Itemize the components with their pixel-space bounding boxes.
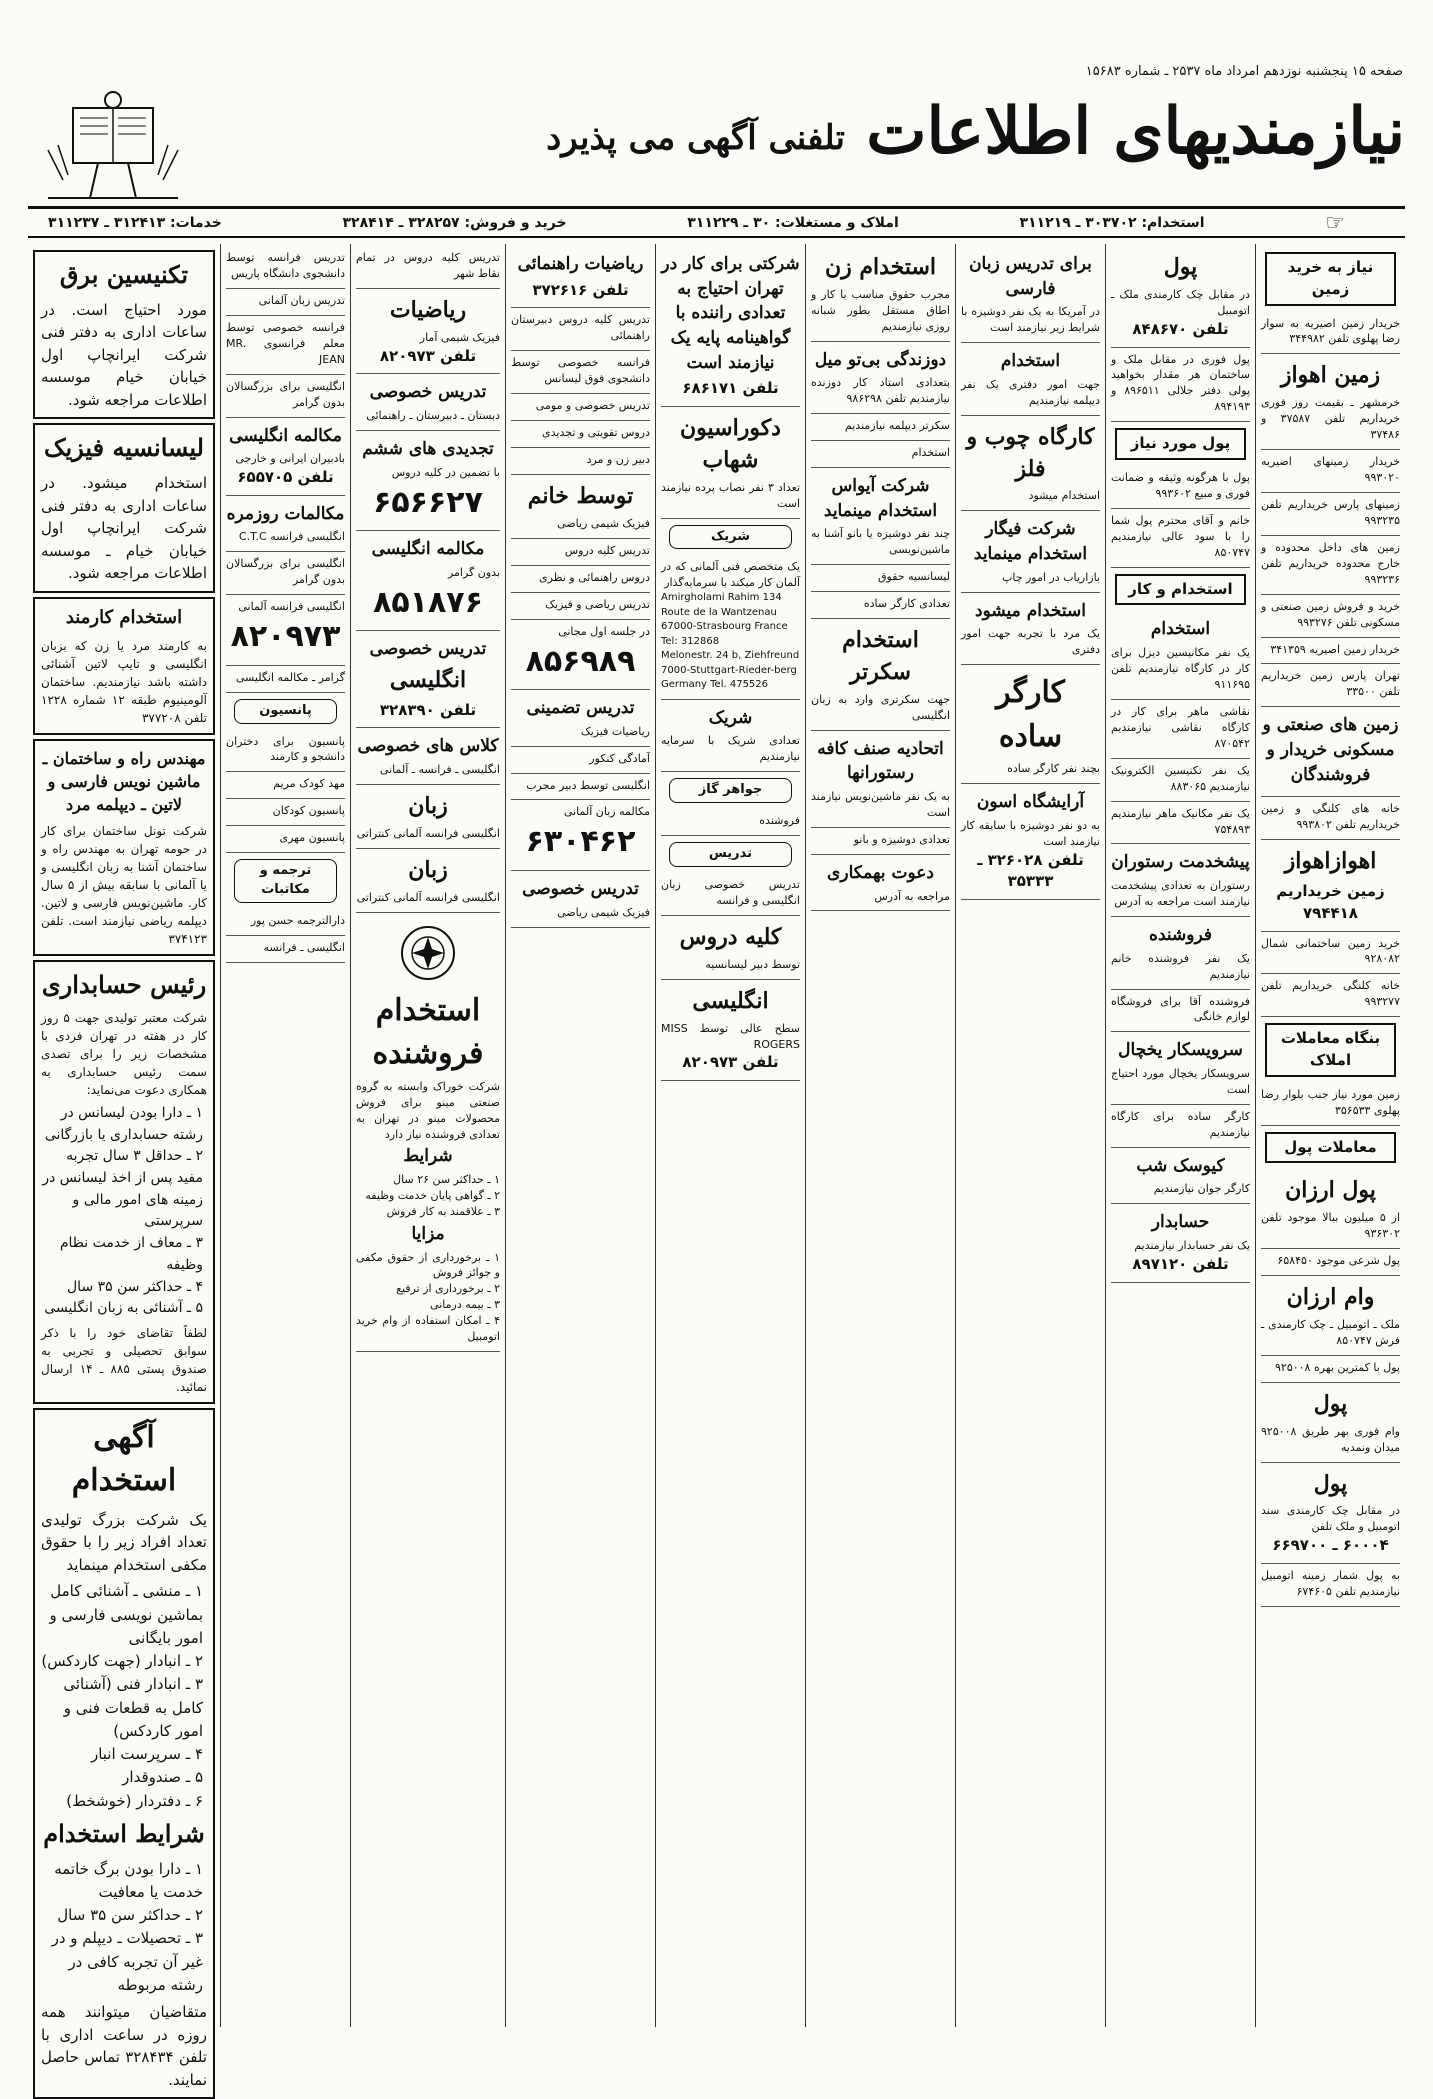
classified-ad: انگلیسی ـ فرانسه	[226, 936, 345, 963]
classified-ad: دبیر زن و مرد	[511, 448, 650, 475]
phone-directory-bar	[28, 210, 1405, 238]
ad-heading: دعوت بهمکاری	[827, 862, 934, 883]
classified-ad: آمادگی کنکور	[511, 747, 650, 774]
ad-condition: ۱ ـ حداکثر سن ۲۶ سال	[393, 1173, 500, 1187]
ad-body: یک شرکت بزرگ تولیدی تعداد افراد زیر را با حقوق مکفی استخدام مینماید	[41, 1510, 207, 1574]
classified-ad: تدریس کلیه دروس در تمام نقاط شهر	[356, 246, 500, 289]
classified-ad: پانسیون کودکان	[226, 799, 345, 826]
ad-heading: انگلیسی	[389, 666, 467, 693]
ad-phone: تلفن ۸۲۰۹۷۳	[682, 1053, 779, 1072]
ad-body: یک نفر حسابدار نیازمندیم	[1134, 1238, 1250, 1252]
ad-heading: ریاضیات	[389, 296, 467, 323]
ad-body: استخدام میشود. در ساعات اداری به دفتر فنی شرکت ایرانچاپ اول خیابان خیام ـ موسسه اطلاعات مراجعه شود.	[41, 474, 207, 583]
classified-ad	[961, 784, 1100, 900]
ad-benefit: ۱ ـ برخورداری از حقوق مکفی و جوائز فروش	[356, 1250, 500, 1280]
classified-ad	[356, 289, 500, 375]
list-item: ۵ ـ آشنائی به زبان انگلیسی	[44, 1300, 203, 1317]
classified-ad: پانسیون برای دختران دانشجو و کارمند	[226, 730, 345, 773]
ad-body: یک نفر فروشنده خانم نیازمندیم	[1111, 951, 1250, 981]
ad-body: ملک ـ اتومبیل ـ چک کارمندی ـ فرش ۸۵۰۷۴۷	[1261, 1317, 1400, 1347]
classified-ad: دروس تقویتی و تجدیدی	[511, 421, 650, 448]
classified-ad: پول با کمترین بهره ۹۲۵۰۰۸	[1261, 1356, 1400, 1383]
section-label-translation: ترجمه و مکاتبات	[234, 859, 337, 903]
classified-ad	[1111, 1204, 1250, 1282]
ad-heading: پول	[1163, 254, 1198, 280]
ad-heading: رئیس حسابداری	[41, 970, 207, 1000]
section-label-buy-land: نیاز به خرید زمین	[1265, 252, 1396, 306]
classified-ad	[226, 418, 345, 496]
list-item: ۱ ـ دارا بودن لیسانس در رشته حسابداری یا بازرگانی	[44, 1105, 203, 1143]
ad-body: توسط دبیر لیسانسیه	[705, 957, 800, 971]
ad-body: تعداد ۳ نفر نصاب پرده نیازمند است	[661, 480, 801, 510]
classified-ad	[1111, 246, 1250, 348]
ad-heading: آگهی استخدام	[71, 1419, 177, 1499]
ad-body: شرکت خوراک وابسته به گروه صنعتی مینو برای فروش محصولات مینو در تهران به تعدادی فروشنده نیاز دارد	[356, 1079, 500, 1141]
ad-body: در مقابل چک کارمندی سند اتومبیل و ملک تلفن	[1261, 1504, 1400, 1534]
ad-heading: شرکتی برای کار در تهران احتیاج به تعدادی راننده با گواهینامه پایه یک نیازمند است	[661, 254, 800, 373]
ad-heading: استخدام کارمند	[65, 606, 183, 628]
ad-body: بتعدادی استاد کار دوزنده نیازمندیم تلفن ۹۸۶۲۹۸	[811, 376, 950, 406]
ad-body: از ۵ میلیون ببالا موجود تلفن ۹۳۶۳۰۲	[1261, 1211, 1400, 1241]
ad-body: کارگر جوان نیازمندیم	[1153, 1182, 1250, 1196]
page-date-issue: صفحه ۱۵ پنجشنبه نوزدهم امرداد ماه ۲۵۳۷ ـ شماره ۱۵۶۸۳	[1085, 63, 1403, 79]
ad-heading: تدریس خصوصی	[522, 878, 639, 899]
ad-body: سطح عالی توسط MISS ROGERS	[661, 1021, 800, 1051]
ad-heading: اهوازاهواز	[1284, 848, 1377, 875]
section-label-pansion: پانسیون	[234, 699, 337, 724]
classified-ad: انگلیسی توسط دبیر مجرب	[511, 774, 650, 801]
ad-heading: شریک	[708, 707, 753, 728]
ad-body: به دو نفر دوشیزه با سابقه کار نیازمند است	[961, 818, 1100, 848]
ad-heading: تجدیدی های ششم	[362, 439, 494, 460]
ad-positions-list	[41, 1580, 207, 1813]
ad-body: بچند نفر کارگر ساده	[1007, 762, 1100, 776]
ad-heading: سرویسکار یخچال	[1118, 1040, 1243, 1061]
section-label-jobs: استخدام و کار	[1115, 574, 1246, 606]
column-6	[505, 244, 655, 2027]
ad-phone: تلفن ۳۷۲۶۱۶	[532, 280, 629, 299]
ad-heading: ریاضیات راهنمائی	[517, 254, 644, 274]
classified-ad: سکرتر دیپلمه نیازمندیم	[811, 414, 950, 441]
classified-ad	[961, 511, 1100, 592]
ad-heading: پول ارزان	[1285, 1177, 1376, 1204]
ad-phone: تلفن ۸۲۰۹۷۳	[379, 346, 477, 365]
ad-body: مجرب حقوق مناسب با کار و اطاق مستقل بطور شبانه روزی نیازمندیم	[811, 287, 950, 333]
ad-body: دبستان ـ دبیرستان ـ راهنمائی	[366, 409, 500, 423]
ad-phone: تلفن ۶۸۶۱۷۱	[682, 379, 779, 398]
classified-ad: یک نفر تکنیسین الکترونیک نیازمندیم ۸۸۳۰۶۵	[1111, 759, 1250, 802]
classified-ad: دروس راهنمائی و نظری	[511, 566, 650, 593]
ad-body: یک مرد با تجربه جهت امور دفتری	[961, 627, 1100, 657]
ad-body: فیزیک شیمی آمار	[419, 330, 500, 344]
classified-ad: خریدار زمین اصیریه ۳۴۱۳۵۹	[1261, 638, 1400, 665]
ad-phone: ۸۵۶۹۸۹	[525, 643, 636, 679]
classified-ad	[356, 374, 500, 431]
ad-heading: کارگاه چوب و فلز	[966, 423, 1095, 482]
classified-ad	[226, 496, 345, 553]
ad-heading: آرایشگاه اسون	[976, 792, 1085, 813]
ad-body: رستوران به تعدادی پیشخدمت نیازمند است مراجعه به آدرس	[1111, 879, 1250, 909]
classified-ad	[356, 431, 500, 531]
ad-engineer-typist	[33, 739, 215, 957]
classified-ad: یک نفر مکانیک ماهر نیازمندیم ۷۵۴۸۹۳	[1111, 802, 1250, 845]
ad-heading: کلاس های خصوصی	[357, 736, 499, 757]
classified-ad: لیسانسیه حقوق	[811, 565, 950, 592]
ad-body: مکالمه زبان آلمانی	[563, 805, 650, 819]
ad-body: یک متخصص فنی آلمانی که در آلمان کار میکند با سرمایه‌گذار	[661, 560, 800, 590]
section-label-agency: بنگاه معاملات املاک	[1265, 1023, 1396, 1077]
ad-phone: ۸۵۱۸۷۶	[373, 584, 483, 620]
classified-ad: تدریس فرانسه توسط دانشجوی دانشگاه پاریس	[226, 246, 345, 289]
list-item: ۵ ـ صندوقدار	[122, 1768, 203, 1787]
classified-ad	[811, 855, 950, 912]
classified-ad	[661, 407, 800, 519]
ad-heading: دوزندگی بی‌تو میل	[814, 349, 947, 370]
classified-ad: پول فوری در مقابل ملک و ساختمان هر مقدار بخواهید پولی دفتر جلالی ۸۹۶۵۱۱ و ۸۹۴۱۹۳	[1111, 348, 1250, 423]
classified-ad: انگلیسی برای بزرگسالان بدون گرامر	[226, 375, 345, 418]
classified-ad	[661, 916, 800, 980]
classified-ad: پول با هرگونه وثیقه و ضمانت فوری و مبیع ۹۹۳۶۰۲	[1111, 466, 1250, 509]
ad-heading: تدریس تضمینی	[526, 698, 635, 719]
ad-phone: ۶۰۰۰۴ ـ ۶۶۹۷۰۰	[1272, 1536, 1389, 1555]
ad-body: در مقابل چک کارمندی ملک ـ اتومبیل	[1111, 287, 1250, 317]
classified-ad: تدریس کلیه دروس	[511, 539, 650, 566]
classified-ad: استخدام	[811, 441, 950, 468]
classified-ad	[661, 555, 800, 699]
ad-condition: ۳ ـ علاقمند به کار فروش	[386, 1204, 500, 1218]
phone-realestate: املاک و مستغلات: ۳۰ ـ ۳۱۱۲۲۹	[687, 215, 899, 231]
ad-heading: پول	[1313, 1390, 1348, 1417]
classified-ad: خانه های کلنگی و زمین خریداریم تلفن ۹۹۳۸۰۲	[1261, 797, 1400, 840]
column-7	[350, 244, 505, 2027]
ad-heading: استخدام سکرتر	[842, 627, 919, 686]
ad-phone: زمین خریداریم ۷۹۴۴۱۸	[1276, 882, 1385, 922]
ad-heading: اتحادیه صنف کافه رستورانها	[817, 738, 944, 784]
classified-ad: خریدار زمینهای اصیریه ۹۹۳۰۲۰	[1261, 450, 1400, 493]
masthead-title: نیازمندیهای اطلاعات	[866, 94, 1405, 169]
ad-requirements-list	[41, 1103, 207, 1320]
ad-heading: مکالمه انگلیسی	[371, 539, 485, 560]
ad-heading: تدریس خصوصی	[369, 639, 487, 660]
ad-employment-notice	[33, 1408, 215, 2099]
ad-body: بادبیران ایرانی و خارجی	[235, 452, 345, 466]
classified-ad	[511, 475, 650, 539]
company-emblem-icon	[398, 923, 458, 983]
classified-ad	[356, 785, 500, 849]
classified-ad	[356, 849, 500, 913]
ad-phone: ۸۲۰۹۷۳	[230, 619, 341, 655]
ad-body: انگلیسی فرانسه آلمانی کنتراتی	[356, 826, 500, 840]
ad-heading: استخدام زن	[824, 254, 937, 280]
classified-ad	[661, 980, 800, 1082]
classified-ad	[661, 246, 800, 407]
ad-heading: مهندس راه و ساختمان ـ ماشین نویس فارسی و لاتین ـ دیپلمه مرد	[42, 748, 206, 815]
ad-body: جهت سکرتری وارد به زبان انگلیسی	[811, 692, 950, 722]
section-label-lesson: تدریس	[669, 842, 792, 867]
section-label-jewelry: جواهر گاز	[669, 778, 792, 803]
classified-ad	[1111, 844, 1250, 917]
ad-address: Melonestr. 24 b, Ziehfreund 7000-Stuttgart-Rieder-berg Germany Tel. 475526	[661, 650, 800, 691]
ad-body: به کارمند مرد یا زن که بزبان انگلیسی و تایپ لاتین آشنائی داشته باشد نیازمندیم. ساختمان آلومینیوم طبقه ۱۲ شماره ۱۲۲۸ تلفن ۳۷۷۲۰۸	[41, 638, 207, 725]
ad-heading: کیوسک شب	[1136, 1155, 1225, 1176]
ad-chief-accountant	[33, 960, 215, 1404]
list-item: ۲ ـ حداقل ۳ سال تجربه مفید پس از اخذ لیسانس در زمینه های امور مالی و سرپرستی	[42, 1148, 203, 1230]
classified-ad	[1261, 1463, 1400, 1565]
classified-ad	[226, 595, 345, 665]
ad-body: سرویسکار یخچال مورد احتیاج است	[1111, 1067, 1250, 1096]
classified-ad	[1261, 1169, 1400, 1249]
ad-heading: مکالمات روزمره	[226, 503, 345, 524]
ad-heading: زمین اهواز	[1280, 362, 1381, 389]
classified-ad: فروشنده	[661, 809, 800, 836]
classified-ad	[811, 342, 950, 415]
ad-heading: شرکت فیگار استخدام مینماید	[973, 519, 1088, 565]
ad-body: خرمشهر ـ بقیمت روز فوری خریداریم تلفن ۳۷۵۸۷ و ۳۷۴۸۶	[1261, 396, 1401, 442]
ad-subheading: شرایط استخدام	[43, 1818, 205, 1848]
classified-ad	[511, 246, 650, 308]
ad-body: بدون گرامر	[447, 565, 500, 579]
masthead	[28, 88, 1405, 209]
ad-heading: زبان	[408, 793, 448, 820]
ad-heading: کلیه دروس	[679, 923, 782, 950]
classified-ad	[961, 665, 1100, 784]
ad-body: در جلسه اول مجانی	[558, 624, 650, 638]
classified-ad	[961, 343, 1100, 416]
classified-ad	[961, 593, 1100, 666]
classified-ad	[511, 800, 650, 870]
classified-ad: خرید و فروش زمین صنعتی و مسکونی تلفن ۹۹۳۲۷۶	[1261, 595, 1400, 638]
list-item: ۴ ـ سرپرست انبار	[90, 1745, 203, 1764]
list-item: ۲ ـ انبادار (جهت کاردکس)	[41, 1652, 203, 1671]
ad-body: در آمریکا به یک نفر دوشیزه با شرایط زیر نیازمند است	[961, 305, 1100, 335]
classified-ad	[1111, 611, 1250, 699]
classified-ad: فرانسه خصوصی توسط دانشجوی فوق لیسانس	[511, 351, 650, 394]
ad-body: به یک نفر ماشین‌نویس نیازمند است	[811, 790, 950, 819]
classified-ad: به پول شمار زمینه اتومبیل نیازمندیم تلفن ۶۷۴۶۰۵	[1261, 1564, 1400, 1607]
classified-ad: فرانسه خصوصی توسط معلم فرانسوی MR. JEAN	[226, 316, 345, 375]
classified-ad: انگلیسی برای بزرگسالان بدون گرامر	[226, 552, 345, 595]
ad-heading: تدریس خصوصی	[369, 382, 487, 403]
list-item: ۱ ـ منشی ـ آشنائی کامل بماشین نویسی فارسی و امور بایگانی	[49, 1582, 203, 1647]
classified-ad: کارگر ساده برای کارگاه نیازمندیم	[1111, 1105, 1250, 1148]
phone-services: خدمات: ۳۱۲۴۱۳ ـ ۳۱۱۲۳۷	[48, 215, 222, 231]
ad-body: استخدام میشود	[1028, 489, 1100, 503]
classified-ad	[356, 913, 500, 1352]
classified-ad: تعدادی دوشیزه و بانو	[811, 828, 950, 855]
classified-ad	[811, 619, 950, 731]
ad-body: شرکت تونل ساختمان برای کار در حومه تهران به مهندس راه و ساختمان آشنا به زبان انگلیسی و یا آلمانی با سابقه بیش از ۵ سال کار. ماشین‌نویس فارسی و لاتین. دیپلمه ریاضی نیازمند است. تلفن ۳۷۴۱۲۳	[41, 824, 208, 947]
ad-body: وام فوری بهر طریق ۹۲۵۰۰۸ میدان ونمدیه	[1261, 1424, 1400, 1454]
ad-body: بازاریاب در امور چاپ	[1001, 570, 1100, 584]
ad-body: انگلیسی فرانسه آلمانی کنتراتی	[356, 890, 500, 904]
ad-heading: توسط خانم	[527, 482, 634, 509]
column-8	[220, 244, 350, 2027]
classified-ad	[811, 731, 950, 828]
classified-ad: خریدار زمین اصیریه به سوار رضا پهلوی تلفن ۳۴۴۹۸۲	[1261, 312, 1400, 355]
classified-ad: تهران پارس زمین خریداریم تلفن ۳۳۵۰۰	[1261, 664, 1400, 707]
ad-benefit: ۳ ـ بیمه درمانی	[430, 1298, 500, 1312]
ad-body: چند نفر دوشیزه یا بانو آشنا به ماشین‌نویسی	[811, 527, 950, 557]
ad-body: با تضمین در کلیه دروس	[391, 465, 500, 479]
ad-benefit: ۴ ـ امکان استفاده از وام خرید اتومبیل	[356, 1314, 500, 1344]
classified-ad	[1261, 707, 1400, 797]
ad-heading: دکوراسیون شهاب	[680, 414, 781, 473]
classified-ad: تدریس زبان آلمانی	[226, 289, 345, 316]
ad-body: مورد احتیاج است. در ساعات اداری به دفتر فنی شرکت ایرانچاپ اول خیابان خیام موسسه اطلاعات مراجعه شود.	[41, 300, 207, 409]
ad-clerk-hiring	[33, 597, 215, 735]
classified-ad	[961, 416, 1100, 512]
ad-body: انگلیسی فرانسه C.T.C	[238, 530, 345, 544]
classified-ad: دارالترجمه حسن پور	[226, 909, 345, 936]
list-item: ۳ ـ معاف از خدمت نظام وظیفه	[59, 1235, 203, 1273]
list-item: ۲ ـ حداکثر سن ۳۵ سال	[57, 1906, 203, 1925]
ad-body: فیزیک شیمی ریاضی	[557, 516, 650, 530]
ad-heading: لیسانسیه فیزیک	[44, 433, 204, 463]
classified-ad: خرید زمین ساختمانی شمال ۹۲۸۰۸۲	[1261, 932, 1400, 975]
classified-ad: مهد کودک مریم	[226, 772, 345, 799]
classified-ad	[661, 700, 800, 773]
ad-heading: استخدام	[1150, 619, 1211, 640]
ad-heading: برای تدریس زبان فارسی	[969, 254, 1092, 299]
ad-body: انگلیسی ـ فرانسه ـ آلمانی	[379, 763, 500, 777]
classified-ad: خانم و آقای محترم پول شما را با سود عالی نیازمندیم ۸۵۰۷۴۷	[1111, 509, 1250, 568]
list-item: ۶ ـ دفتردار (خوشخط)	[66, 1791, 203, 1810]
classified-ad	[811, 468, 950, 565]
section-label-money-needed: پول مورد نیاز	[1115, 428, 1246, 460]
classified-ad	[356, 631, 500, 728]
ad-phone: تلفن ۸۹۷۱۲۰	[1132, 1254, 1229, 1273]
ad-heading: حسابدار	[1151, 1212, 1210, 1233]
ad-heading: پول	[1313, 1470, 1348, 1497]
ad-heading: زمین های صنعتی و مسکونی خریدار و فروشندگان	[1262, 715, 1399, 785]
ad-body: شرکت معتبر تولیدی جهت ۵ روز کار در هفته در تهران فردی با مشخصات زیر را برای تصدی سمت رئیس حسابداری به همکاری دعوت می‌نماید:	[41, 1011, 208, 1098]
classified-ad: پانسیون مهری	[226, 826, 345, 853]
list-item: ۴ ـ حداکثر سن ۳۵ سال	[67, 1278, 203, 1295]
ad-body: جهت امور دفتری یک نفر دیپلمه نیازمندیم	[961, 377, 1100, 407]
ad-body: فیزیک شیمی ریاضی	[557, 905, 650, 919]
classified-ad	[356, 728, 500, 785]
ad-condition: ۲ ـ گواهی پایان خدمت وظیفه	[365, 1189, 500, 1203]
section-label-partner: شریک	[669, 525, 792, 550]
classified-ad: فروشنده آقا برای فروشگاه لوازم خانگی	[1111, 990, 1250, 1033]
ad-heading: مکالمه انگلیسی	[229, 425, 342, 446]
pointing-hand-icon: ☞	[1325, 210, 1345, 236]
ad-phone: تلفن ۳۲۸۳۹۰	[379, 700, 477, 719]
classified-ad	[1261, 354, 1400, 450]
ad-heading: شرکت آیواس استخدام مینماید	[823, 476, 938, 521]
ad-phone: تلفن ۳۲۶۰۲۸ ـ ۳۵۳۳۳	[977, 850, 1084, 891]
ad-phone: ۶۵۶۶۲۷	[373, 484, 483, 520]
ad-body: مراجعه به آدرس	[874, 889, 950, 903]
column-5	[655, 244, 805, 2027]
masthead-subtitle: تلفنی آگهی می پذیرد	[546, 118, 845, 158]
ad-note: لطفاً تقاضای خود را با ذکر سوابق تحصیلی و تجربی به صندوق پستی ۸۸۵ ـ ۱۴ ارسال نمائید.	[41, 1325, 207, 1394]
ad-phone: ۶۳۰۴۶۲	[525, 824, 636, 860]
ad-body: تعدادی شریک با سرمایه نیازمندیم	[661, 734, 800, 764]
ad-benefit: ۲ ـ برخورداری از ترفیع	[396, 1282, 500, 1296]
ad-heading: استخدام فروشنده	[372, 992, 484, 1072]
ad-heading: وام ارزان	[1286, 1284, 1375, 1311]
classified-ad: تدریس کلیه دروس دبیرستان راهنمائی	[511, 308, 650, 351]
classified-ad	[1261, 1276, 1400, 1356]
ad-phone: تلفن ۶۵۵۷۰۵	[237, 468, 334, 487]
ad-body: انگلیسی فرانسه آلمانی	[238, 600, 345, 614]
column-1	[1255, 244, 1405, 2027]
list-item: ۳ ـ انبادار فنی (آشنائی کامل به قطعات فنی و امور کاردکس)	[63, 1675, 203, 1740]
ad-subheading: مزایا	[411, 1223, 445, 1244]
list-item: ۱ ـ دارا بودن برگ خاتمه خدمت یا معافیت	[54, 1859, 203, 1901]
classified-ad: زمین مورد نیاز جنب بلوار رضا پهلوی ۳۵۶۵۳۳	[1261, 1083, 1400, 1126]
list-item: ۳ ـ تحصیلات ـ دیپلم و در غیر آن تجربه کافی در رشته مربوطه	[51, 1929, 203, 1994]
ad-heading: تکنیسین برق	[59, 260, 189, 289]
ad-address: Amirgholami Rahim 134 Route de la Wantzenau 67000-Strasbourg France Tel: 312868	[661, 592, 788, 647]
classified-ad	[511, 871, 650, 928]
classified-ad: تعدادی کارگر ساده	[811, 592, 950, 619]
classified-ad: گرامر ـ مکالمه انگلیسی	[226, 666, 345, 693]
ad-body: ریاضیات فیزیک	[580, 724, 650, 738]
ad-heading: استخدام	[1000, 351, 1061, 372]
classified-ad: تدریس ریاضی و فیزیک	[511, 593, 650, 620]
ad-heading: پیشخدمت رستوران	[1111, 852, 1250, 873]
classified-ad	[1111, 1148, 1250, 1205]
classified-ad	[1261, 840, 1400, 931]
ad-subheading: شرایط	[403, 1146, 453, 1167]
classified-ad: زمین های داخل محدوده و خارج محدوده خریداریم تلفن ۹۹۳۲۳۶	[1261, 536, 1400, 595]
ad-heading: انگلیسی	[692, 987, 769, 1014]
column-4	[805, 244, 955, 2027]
classified-ad	[511, 620, 650, 690]
classified-ad: زمینهای پارس خریداریم تلفن ۹۹۳۲۳۵	[1261, 493, 1400, 536]
classified-ad	[811, 246, 950, 342]
column-9	[28, 244, 220, 2089]
section-label-money-trade: معاملات پول	[1265, 1132, 1396, 1164]
ad-phone: تلفن ۸۴۸۶۷۰	[1132, 319, 1229, 338]
classified-ad: پول شرعی موجود ۶۵۸۴۵۰	[1261, 1249, 1400, 1276]
ad-body: یک نفر مکانیسین دیزل برای کار در کارگاه نیازمندیم تلفن ۹۱۱۶۹۵	[1111, 646, 1250, 691]
classified-ad: تدریس خصوصی و مومی	[511, 394, 650, 421]
newspaper-reader-illustration	[38, 90, 188, 202]
ad-heading: استخدام میشود	[975, 600, 1086, 621]
classified-ad	[356, 531, 500, 631]
ad-heading: کارگر ساده	[996, 675, 1065, 754]
classified-ad	[511, 690, 650, 747]
classified-ad	[1111, 917, 1250, 990]
classified-ad: تدریس خصوصی زبان انگلیسی و فرانسه	[661, 873, 800, 916]
classified-ad: نقاشی ماهر برای کار در کارگاه نقاشی نیازمندیم ۸۷۰۵۴۲	[1111, 700, 1250, 759]
classified-ad	[961, 246, 1100, 343]
classified-columns	[28, 244, 1405, 2089]
ad-conditions-list	[41, 1858, 207, 1998]
column-2	[1105, 244, 1255, 2027]
ad-heading: فروشنده	[1149, 924, 1212, 945]
phone-employment: استخدام: ۳۰۳۷۰۲ ـ ۳۱۱۲۱۹	[1019, 215, 1205, 231]
column-3	[955, 244, 1105, 2027]
classified-ad	[1111, 1032, 1250, 1105]
ad-physics-graduate	[33, 423, 215, 592]
phone-trade: خرید و فروش: ۳۲۸۲۵۷ ـ ۳۲۸۴۱۴	[342, 215, 567, 231]
page-info-line	[30, 60, 1403, 82]
classified-ad	[1261, 1383, 1400, 1463]
classified-ad: خانه کلنگی خریداریم تلفن ۹۹۳۲۷۷	[1261, 974, 1400, 1017]
ad-heading: زبان	[408, 856, 448, 883]
ad-note: متقاضیان میتوانند همه روزه در ساعت اداری با تلفن ۳۲۸۴۳۴ تماس حاصل نمایند.	[41, 2003, 208, 2089]
ad-electrical-technician	[33, 250, 215, 419]
